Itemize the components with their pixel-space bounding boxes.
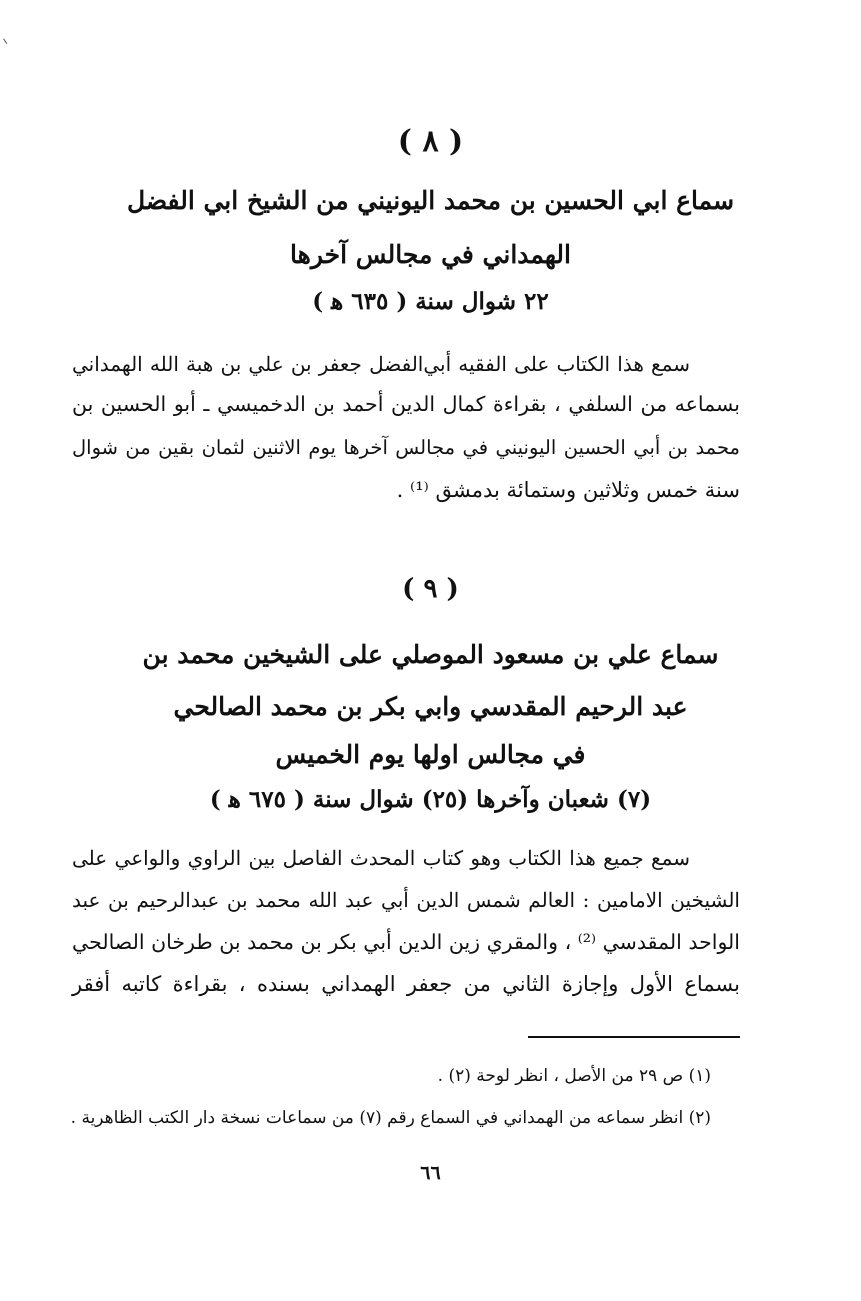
section-9-heading-line-3: في مجالس اولها يوم الخميس [275, 740, 586, 769]
section-8-heading-line-2: الهمداني في مجالس آخرها [290, 240, 571, 269]
section-9-date: (٧) شعبان وآخرها (٢٥) شوال سنة ( ٦٧٥ ﻫ ) [209, 786, 652, 813]
page-number: ٦٦ [420, 1162, 441, 1184]
section-8-date: ٢٢ شوال سنة ( ٦٣٥ ﻫ ) [312, 288, 549, 315]
section-9-body-line: الشيخين الامامين : العالم شمس الدين أبي عبد الله محمد بن عبدالرحيم بن عبد [72, 888, 740, 912]
section-8-body-line: بسماعه من السلفي ، بقراءة كمال الدين أحمد بن الدخميسي ـ أبو الحسين بن [72, 392, 740, 416]
section-9-heading-line-2: عبد الرحيم المقدسي وابي بكر بن محمد الصالحي [173, 692, 688, 721]
footnote-separator [528, 1036, 740, 1038]
section-number-9: ( ٩ ) [402, 574, 459, 604]
section-number-8: ( ٨ ) [397, 124, 464, 159]
section-9-heading-line-1: سماع علي بن مسعود الموصلي على الشيخين محمد بن [142, 640, 719, 669]
section-9-body-line: الواحد المقدسي ⁽²⁾ ، والمقري زين الدين أبي بكر بن محمد بن طرخان الصالحي [72, 930, 740, 954]
section-9-body-line: سمع جميع هذا الكتاب وهو كتاب المحدث الفاصل بين الراوي والواعي على [72, 846, 690, 870]
section-8-body-line: سمع هذا الكتاب على الفقيه أبي‌الفضل جعفر بن علي بن هبة الله الهمداني [72, 352, 690, 376]
footnote-1: (١) ص ٢٩ من الأصل ، انظر لوحة (٢) . [437, 1066, 711, 1086]
footnote-2: (٢) انظر سماعه من الهمداني في السماع رقم (٧) من سماعات نسخة دار الكتب الظاهرية . [70, 1108, 711, 1128]
section-8-body-line: سنة خمس وثلاثين وستمائة بدمشق ⁽¹⁾ . [396, 478, 740, 502]
scan-mark [3, 34, 14, 44]
section-8-body-line: محمد بن أبي الحسين اليونيني في مجالس آخرها يوم الاثنين لثمان بقين من شوال [72, 436, 740, 459]
section-9-body-line: بسماع الأول وإجازة الثاني من جعفر الهمداني بسنده ، بقراءة كاتبه أفقر [72, 972, 740, 996]
section-8-heading-line-1: سماع ابي الحسين بن محمد اليونيني من الشيخ ابي الفضل [126, 186, 735, 215]
